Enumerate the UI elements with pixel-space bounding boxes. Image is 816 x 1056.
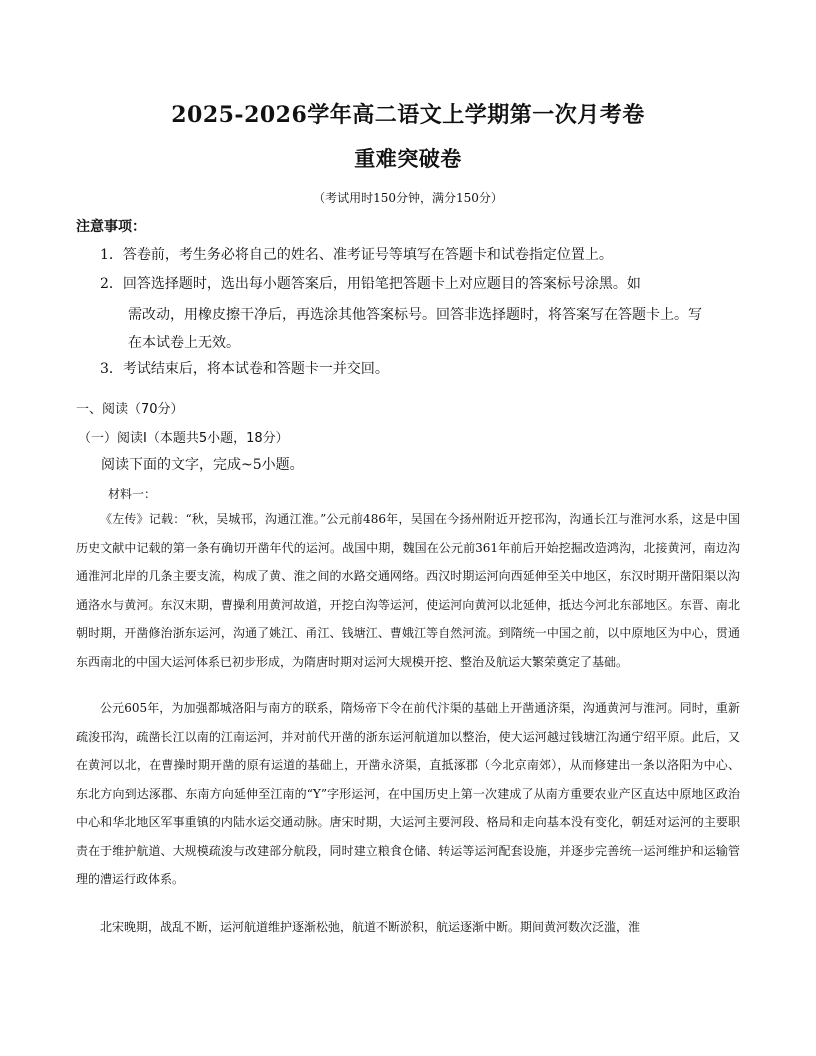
exam-title: 2025-2026学年高二语文上学期第一次月考卷: [171, 102, 645, 128]
passage-paragraph-2: 公元605年，为加强都城洛阳与南方的联系，隋炀帝下令在前代汴渠的基础上开凿通济渠，沟通黄河与淮河。同时，重新疏浚邗沟，疏凿长江以南的江南运河，并对前代开凿的浙东运河航道加以整治，使大运河越过钱塘江沟通宁绍平原。此后，又在黄河以北，在曹操时期开凿的原有运道的基础上，开凿永济渠，直抵涿郡（今北京南郊），从而修建出一条以洛阳为中心、东北方向到达涿郡、东南方向延伸至江南的“Y”字形运河，在中国历史上第一次建成了从南方重要农业产区直达中原地区政治中心和华北地区军事重镇的内陆水运交通动脉。唐宋时期，大运河主要河段、格局和走向基本没有变化，朝廷对运河的主要职责在于维护航道、大规模疏浚与改建部分航段，同时建立粮食仓储、转运等运河配套设施，并逐步完善统一运河维护和运输管理的漕运行政体系。: [76, 701, 740, 886]
passage-paragraph-3: 北宋晚期，战乱不断，运河航道维护逐渐松弛，航道不断淤积，航运逐渐中断。期间黄河数次泛滥，淮: [100, 920, 641, 934]
section-part1: 一、阅读（70分）: [76, 402, 184, 417]
reading-instruction: 阅读下面的文字，完成~5小题。: [101, 457, 304, 473]
notice-heading: 注意事项：: [76, 219, 146, 235]
exam-subtitle: 重难突破卷: [354, 146, 462, 171]
passage-paragraph-1: 《左传》记载：“秋，吴城邗，沟通江淮。”公元前486年，吴国在今扬州附近开挖邗沟，沟通长江与淮河水系，这是中国历史文献中记载的第一条有确切开凿年代的运河。战国中期，魏国在公元前361年前后开始挖掘改造鸿沟，北接黄河，南边沟通淮河北岸的几条主要支流，构成了黄、淮之间的水路交通网络。西汉时期运河向西延伸至关中地区，东汉时期开凿阳渠以沟通洛水与黄河。东汉末期，曹操利用黄河故道，开挖白沟等运河，使运河向黄河以北延伸，抵达今河北东部地区。东晋、南北朝时期，开凿修治浙东运河，沟通了姚江、甬江、钱塘江、曹娥江等自然河流。到隋统一中国之前，以中原地区为中心，贯通东西南北的中国大运河体系已初步形成，为隋唐时期对运河大规模开挖、整治及航运大繁荣奠定了基础。: [76, 512, 740, 669]
section-part1-sub: （一）阅读Ⅰ（本题共5小题，18分）: [78, 431, 289, 446]
notice-item-2: 2．回答选择题时，选出每小题答案后，用铅笔把答题卡上对应题目的答案标号涂黑。如: [100, 276, 641, 292]
exam-info: （考试用时150分钟，满分150分）: [313, 191, 503, 205]
notice-item-3: 3．考试结束后，将本试卷和答题卡一并交回。: [100, 361, 389, 377]
notice-item-2-cont-2: 在本试卷上无效。: [128, 335, 240, 351]
notice-item-1: 1．答卷前，考生务必将自己的姓名、准考证号等填写在答题卡和试卷指定位置上。: [100, 247, 613, 263]
notice-item-2-cont-1: 需改动，用橡皮擦干净后，再选涂其他答案标号。回答非选择题时，将答案写在答题卡上。写: [128, 307, 702, 323]
material-label: 材料一：: [108, 487, 157, 501]
